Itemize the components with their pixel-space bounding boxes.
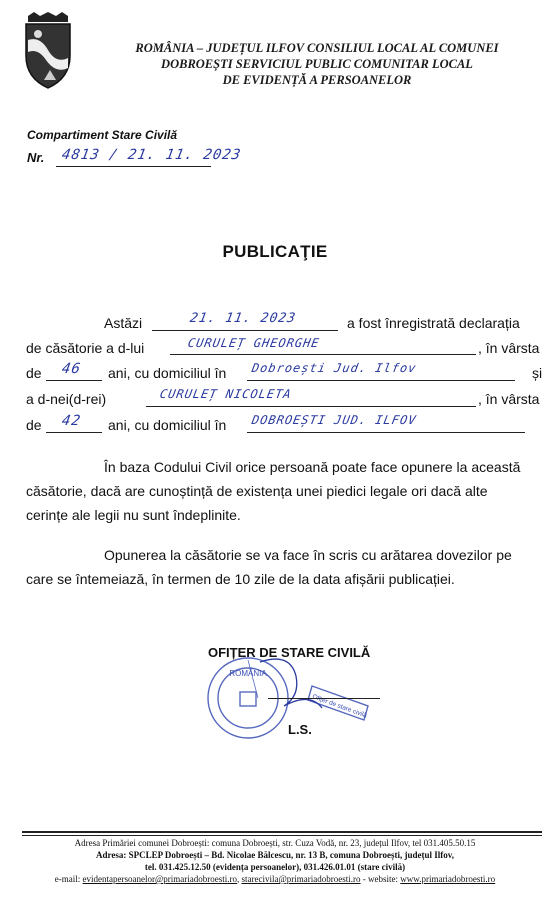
groom-age-value: 46 <box>60 361 83 377</box>
paragraph-1-line-2: căsătorie, dacă are cunoștință de existența unei piedici legale ori dacă alte <box>26 483 488 499</box>
footer-phones: tel. 031.425.12.50 (evidența persoanelor), 031.426.01.01 (stare civilă) <box>144 862 406 872</box>
footer-rule-top <box>22 831 542 833</box>
footer-sep-2: - website: <box>362 874 399 884</box>
header-line-1: ROMÂNIA – JUDEȚUL ILFOV CONSILIUL LOCAL AL COMUNEI <box>135 41 499 55</box>
groom-address-underline <box>247 380 515 381</box>
bride-age-label: , în vârsta <box>478 391 540 407</box>
compartment-label: Compartiment Stare Civilă <box>27 128 178 142</box>
opposition-paragraph <box>26 455 546 527</box>
date-underline <box>152 330 338 331</box>
signature-line <box>268 698 380 699</box>
registry-number-value: 4813 / 21. 11. 2023 <box>60 147 243 163</box>
groom-address-value: Dobroești Jud. Ilfov <box>250 361 418 375</box>
bride-name-underline <box>146 406 476 407</box>
header-line-3: DE EVIDENȚĂ A PERSOANELOR <box>222 73 412 87</box>
today-label: Astăzi <box>104 315 143 331</box>
registered-text: a fost înregistrată declarația <box>347 315 520 331</box>
footer-sep-1: , <box>237 874 240 884</box>
footer-address-1: Adresa Primăriei comunei Dobroești: comuna Dobroești, str. Cuza Vodă, nr. 23, județul Ilfov, tel 031.405.50.15 <box>74 838 476 848</box>
bride-de-label: de <box>26 417 42 433</box>
registry-number-underline <box>56 166 211 167</box>
groom-domicile-label: ani, cu domiciliul în <box>108 365 227 381</box>
bride-domicile-label: ani, cu domiciliul în <box>108 417 227 433</box>
bride-age-value: 42 <box>60 413 83 429</box>
paragraph-2-line-2: care se întemeiază, în termen de 10 zile de la data afișării publicației. <box>26 571 455 587</box>
groom-age-underline <box>46 380 102 381</box>
registry-number-label: Nr. <box>27 150 45 165</box>
groom-prefix: de căsătorie a d-lui <box>26 340 145 356</box>
coat-of-arms-icon <box>20 10 76 90</box>
document-title: PUBLICAŢIE <box>222 242 328 261</box>
and-text: și <box>532 365 543 381</box>
bride-age-underline <box>46 432 102 433</box>
bride-address-underline <box>247 432 525 433</box>
ls-label: L.S. <box>288 722 312 737</box>
footer-address-2: Adresa: SPCLEP Dobroești – Bd. Nicolae Bălcescu, nr. 13 B, comuna Dobroești, județul Ilfov, <box>96 850 454 860</box>
email-label: e-mail: <box>54 874 81 884</box>
website-link[interactable]: www.primariadobroesti.ro <box>400 874 496 884</box>
paragraph-1-line-3: cerințe ale legii nu sunt îndeplinite. <box>26 507 241 523</box>
footer-contact <box>0 874 550 886</box>
procedure-paragraph <box>26 543 546 591</box>
stamp-text-romania: ROMÂNIA <box>229 669 267 678</box>
groom-de-label: de <box>26 365 42 381</box>
email-stare-civila-link[interactable]: starecivila@primariadobroesti.ro <box>241 874 361 884</box>
officer-title: OFIȚER DE STARE CIVILĂ <box>208 645 371 660</box>
email-evidenta-link[interactable]: evidentapersoanelor@primariadobroesti.ro <box>82 874 238 884</box>
bride-address-value: DOBROEȘTI JUD. ILFOV <box>250 413 418 427</box>
paragraph-1-line-1: În baza Codului Civil orice persoană poate face opunere la această <box>104 459 521 475</box>
groom-age-label: , în vârsta <box>478 340 540 356</box>
header-line-2: DOBROEȘTI SERVICIUL PUBLIC COMUNITAR LOCAL <box>161 57 473 71</box>
groom-name-underline <box>170 354 476 355</box>
institution-header <box>92 40 542 88</box>
bride-prefix: a d-nei(d-rei) <box>26 391 107 407</box>
groom-name-value: CURULEȚ GHEORGHE <box>186 336 321 350</box>
date-value: 21. 11. 2023 <box>188 311 298 326</box>
paragraph-2-line-1: Opunerea la căsătorie se va face în scris cu arătarea dovezilor pe <box>104 547 512 563</box>
footer-rule-bottom <box>22 835 542 836</box>
bride-name-value: CURULEȚ NICOLETA <box>158 387 293 401</box>
stamp-text-officer: Ofițer de stare civilă <box>311 693 368 720</box>
